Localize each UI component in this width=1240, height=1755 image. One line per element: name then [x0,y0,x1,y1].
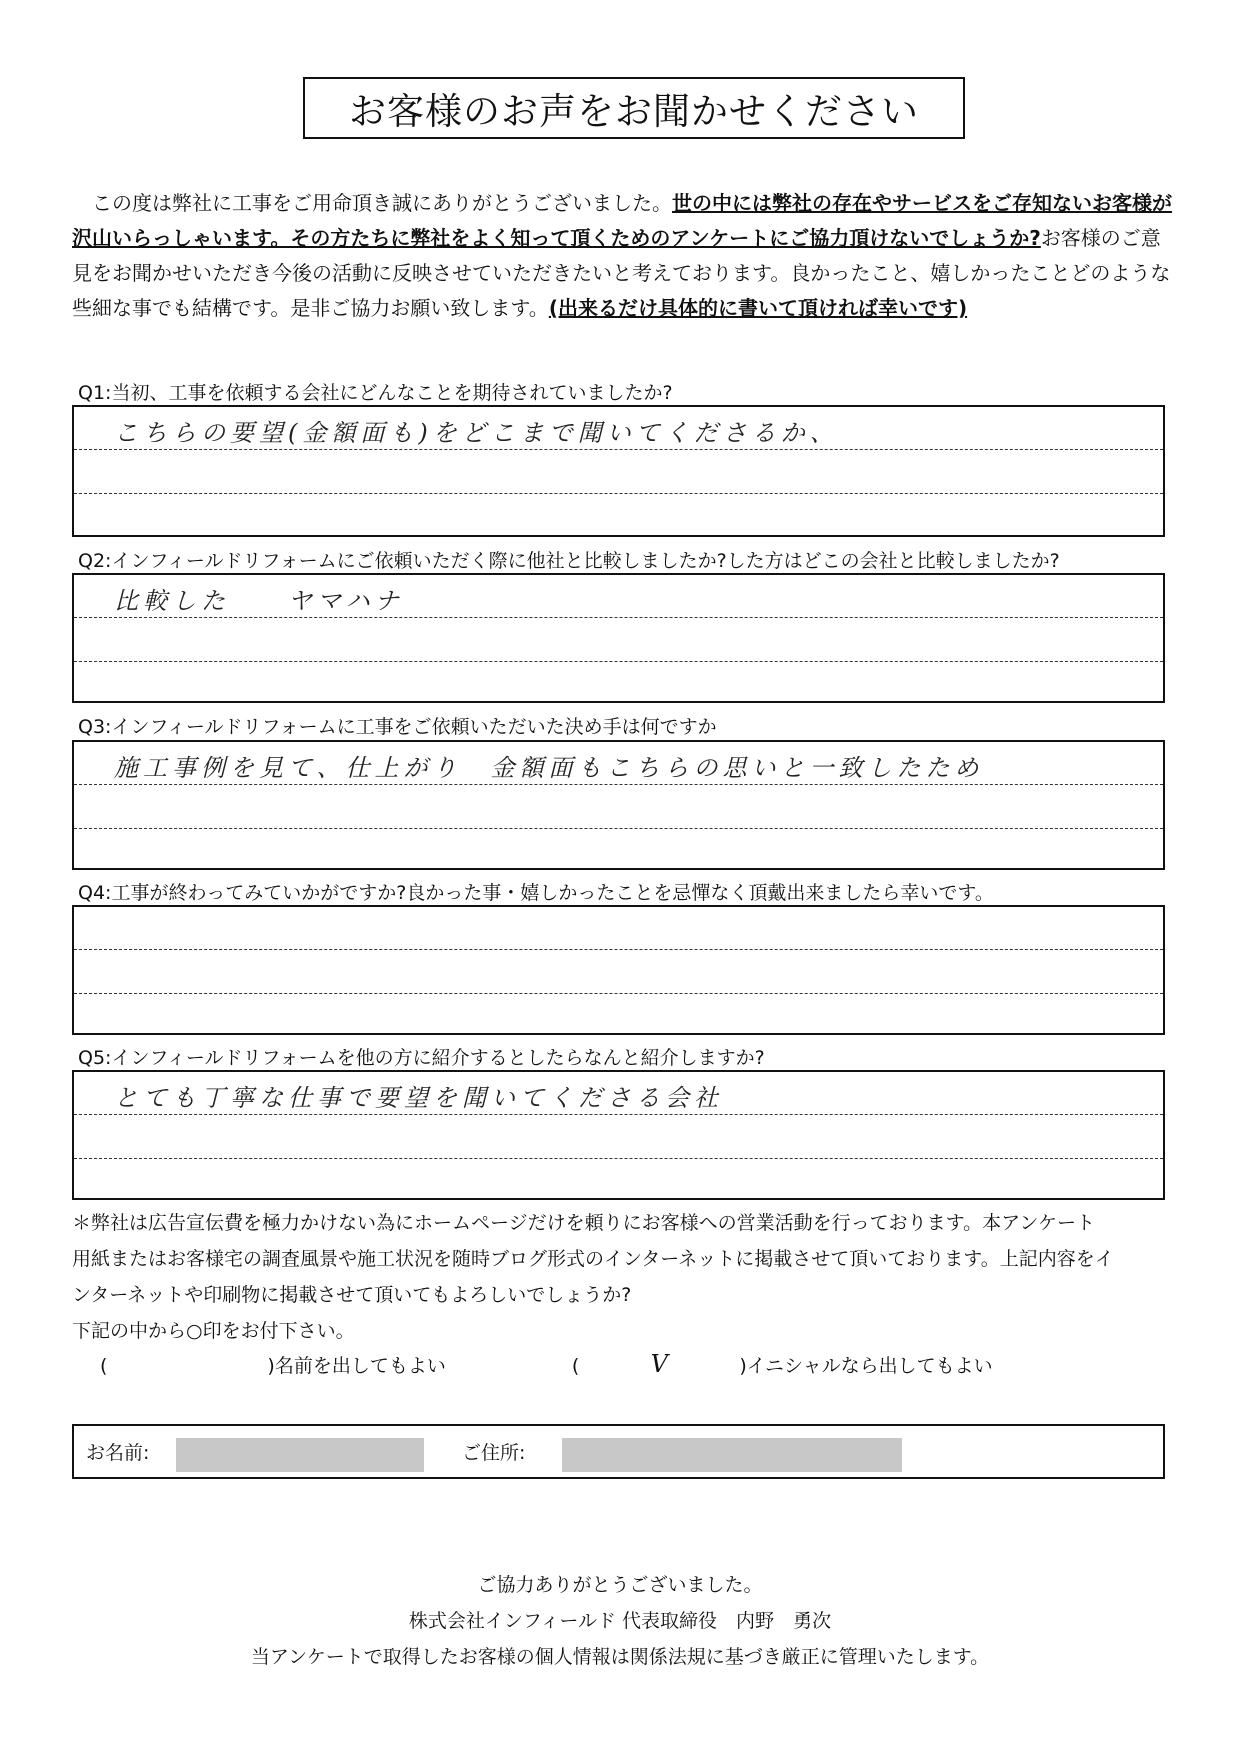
notice-line-4: 下記の中から○印をお付下さい。 [72,1320,355,1342]
intro-part2: 世の中には弊社の存在やサービスをご存知ないお客様が沢山いらっしゃいます。その方たちに弊社をよく知って頂くためのアンケートにご協力頂けないでしょうか? [72,191,1172,250]
intro-part4: (出来るだけ具体的に書いて頂ければ幸いです) [548,296,968,320]
answer-line [74,661,1163,662]
question-3-label: Q3:インフィールドリフォームに工事をご依頼いただいた決め手は何ですか [78,716,717,738]
notice-line-3: ンターネットや印刷物に掲載させて頂いてもよろしいでしょうか? [72,1284,632,1306]
footer-company: 株式会社インフィールド 代表取締役 内野 勇次 [408,1610,832,1632]
footer-thanks: ご協力ありがとうございました。 [477,1574,763,1596]
name-label: お名前: [86,1442,150,1464]
customer-info-box [72,1424,1165,1479]
answer-line [74,1114,1163,1115]
question-5-label: Q5:インフィールドリフォームを他の方に紹介するとしたらなんと紹介しますか? [78,1047,765,1069]
question-1-answer-box [72,405,1165,537]
option-2-open: ( [571,1355,580,1377]
question-3-answer: 施工事例を見て、仕上がり 金額面もこちらの思いと一致したため [114,754,984,782]
question-5-answer-box [72,1070,1165,1200]
consent-option-initials[interactable] [571,1350,1053,1378]
answer-line [74,784,1163,785]
question-2-answer: 比較した ヤマハナ [114,587,404,615]
intro-paragraph [72,186,1172,326]
option-1-open: ( [100,1355,108,1377]
answer-line [74,993,1163,994]
notice-line-1: ＊弊社は広告宣伝費を極力かけない為にホームページだけを頼りにお客様への営業活動を行っております。本アンケート [72,1212,1095,1234]
question-2-answer-box [72,573,1165,703]
question-1-label: Q1:当初、工事を依頼する会社にどんなことを期待されていましたか? [78,382,673,404]
publication-notice [72,1205,1182,1349]
footer-privacy: 当アンケートで取得したお客様の個人情報は関係法規に基づき厳正に管理いたします。 [250,1646,990,1668]
address-label: ご住所: [462,1442,526,1464]
answer-line [74,828,1163,829]
consent-option-name[interactable] [100,1355,506,1377]
question-5-answer: とても丁寧な仕事で要望を聞いてくださる会社 [114,1084,723,1112]
answer-line [74,449,1163,450]
question-3-answer-box [72,740,1165,870]
answer-line [74,1158,1163,1159]
answer-line [74,949,1163,950]
question-4-label: Q4:工事が終わってみていかがですか?良かった事・嬉しかったことを忌憚なく頂戴出来ましたら幸いです。 [78,882,994,904]
question-2-label: Q2:インフィールドリフォームにご依頼いただく際に他社と比較しましたか?した方はどこの会社と比較しましたか? [78,550,1060,572]
question-4-answer-box [72,905,1165,1035]
option-1-label: )名前を出してもよい [267,1355,446,1377]
name-redacted [176,1438,424,1472]
page-title: お客様のお声をお聞かせください [303,77,965,139]
intro-part1: この度は弊社に工事をご用命頂き誠にありがとうございました。 [92,191,672,215]
consent-choices [100,1350,1113,1378]
notice-line-2: 用紙またはお客様宅の調査風景や施工状況を随時ブログ形式のインターネットに掲載させて頂いております。上記内容をイ [72,1248,1114,1270]
question-1-answer: こちらの要望(金額面も)をどこまで聞いてくださるか、 [114,419,839,447]
answer-line [74,617,1163,618]
answer-line [74,493,1163,494]
check-mark-icon: V [650,1350,668,1378]
intro-part3: お客様のご意見をお聞かせいただき今後の活動に反映させていただきたいと考えております。良かったこと、嬉しかったことどのような些細な事でも結構です。是非ご協力お願い致します。 [72,226,1171,320]
address-redacted [562,1438,902,1472]
option-2-label: )イニシャルなら出してもよい [739,1355,993,1377]
